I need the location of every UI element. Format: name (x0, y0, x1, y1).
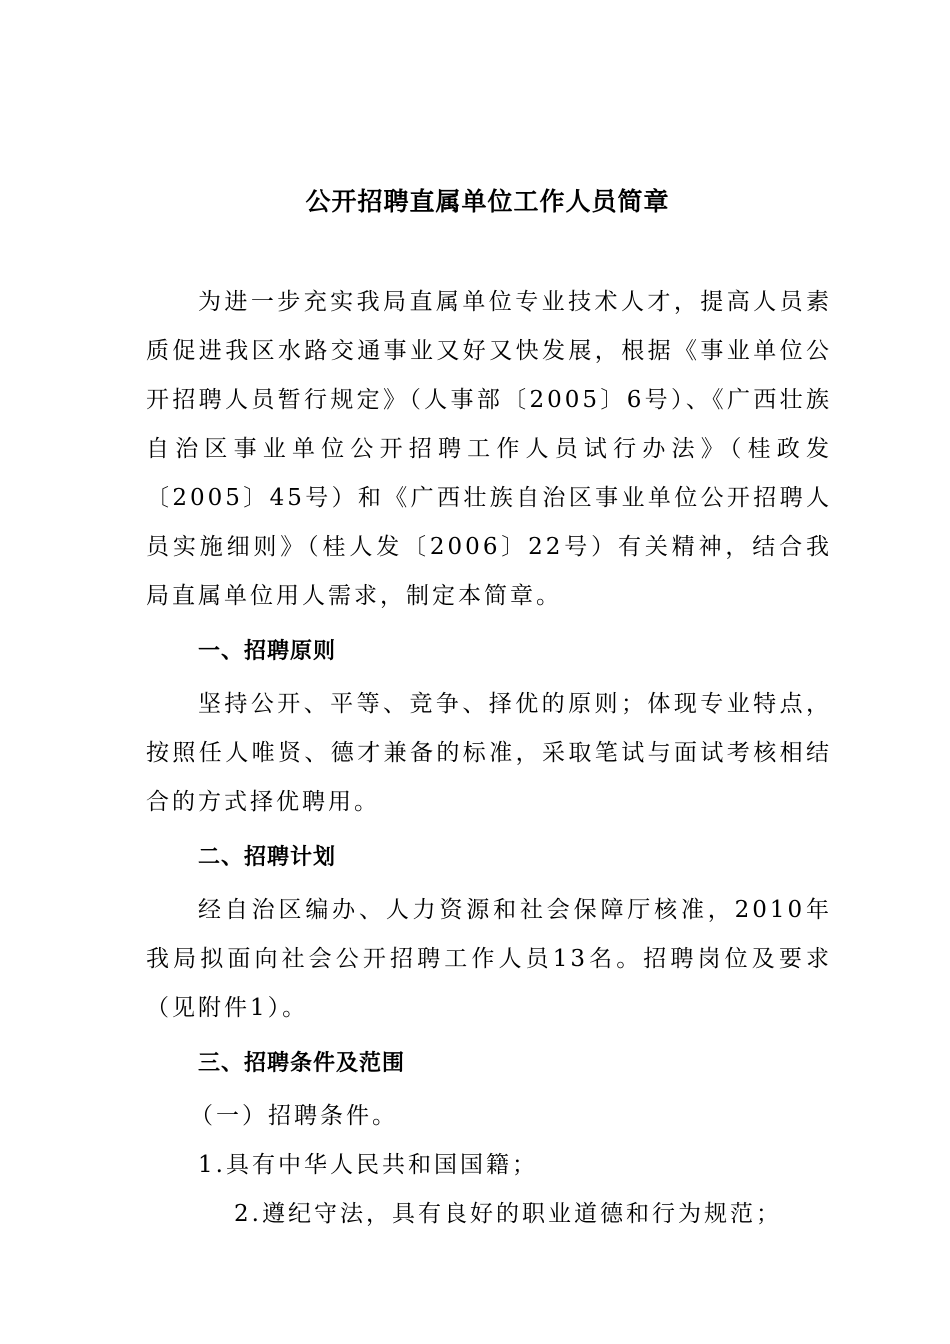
section-text-principles: 坚持公开、平等、竞争、择优的原则；体现专业特点，按照任人唯贤、德才兼备的标准，采取笔试与面试考核相结合的方式择优聘用。 (146, 691, 832, 815)
document-title: 公开招聘直属单位工作人员简章 (305, 187, 670, 216)
intro-paragraph: 为进一步充实我局直属单位专业技术人才，提高人员素质促进我区水路交通事业又好又快发展，根据《事业单位公开招聘人员暂行规定》（人事部〔2005〕6号）、《广西壮族自治区事业单位公开招聘工作人员试行办法》（桂政发〔2005〕45号）和《广西壮族自治区事业单位公开招聘人员实施细则》（桂人发〔2006〕22号）有关精神，结合我局直属单位用人需求，制定本简章。 (146, 289, 832, 609)
section-heading-conditions: 三、招聘条件及范围 (198, 1051, 406, 1076)
section-heading-plan: 二、招聘计划 (198, 845, 337, 870)
condition-item-2: 2.遵纪守法，具有良好的职业道德和行为规范； (234, 1201, 782, 1227)
section-text-plan: 经自治区编办、人力资源和社会保障厅核准，2010年我局拟面向社会公开招聘工作人员13名。招聘岗位及要求（见附件1）。 (146, 897, 832, 1021)
document-body (146, 278, 832, 1239)
condition-item-1: 1.具有中华人民共和国国籍； (198, 1152, 538, 1178)
section-heading-principles: 一、招聘原则 (198, 639, 337, 664)
subheading-conditions: （一）招聘条件。 (190, 1103, 398, 1129)
